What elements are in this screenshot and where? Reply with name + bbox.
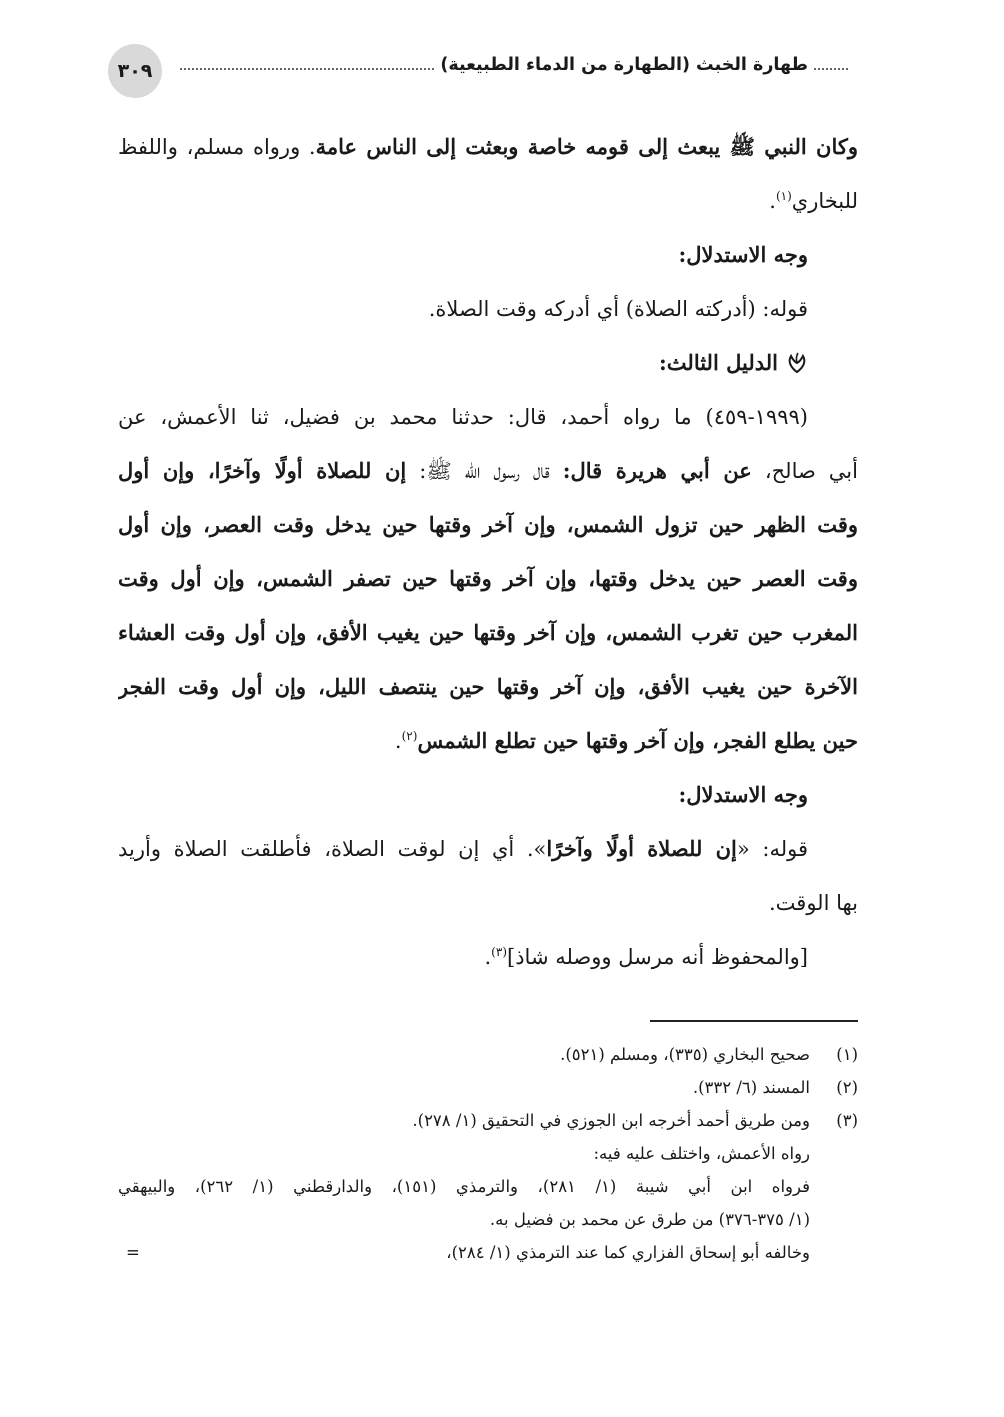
running-title: طهارة الخبث (الطهارة من الدماء الطبيعية)	[440, 55, 808, 75]
text-line	[118, 714, 858, 768]
leader-dots-left	[180, 54, 434, 70]
footnote-ref: (٢)	[401, 729, 418, 743]
text-line: بها الوقت.	[768, 891, 858, 915]
page-number-badge	[108, 44, 162, 98]
section-heading: وجه الاستدلال:	[678, 782, 808, 807]
footnote-continuation: (١/ ٣٧٥-٣٧٦) من طرق عن محمد بن فضيل به.	[489, 1210, 810, 1229]
text-span: .	[484, 945, 492, 969]
leader-dots-right	[814, 54, 848, 70]
footnote-text: المسند (٦/ ٣٣٢).	[692, 1078, 810, 1097]
footnote-item	[118, 1038, 858, 1071]
text-line: (١٩٩٩-٤٥٩) ما رواه أحمد، قال: حدثنا محمد بن فضيل، ثنا الأعمش، عن	[118, 405, 808, 429]
text-line	[118, 444, 858, 498]
text-line: قوله: (أدركته الصلاة) أي أدركه وقت الصلاة.	[428, 297, 808, 321]
footnote-text: ومن طريق أحمد أخرجه ابن الجوزي في التحقيق (١/ ٢٧٨).	[412, 1111, 810, 1130]
text-span: ». أي إن لوقت الصلاة، فأطلقت الصلاة وأريد	[118, 837, 547, 861]
hadith-text: إن للصلاة أولًا وآخرًا، وإن أول	[118, 458, 407, 483]
footnote-continuation: فرواه ابن أبي شيبة (١/ ٢٨١)، والترمذي (١٥١)، والدارقطني (١/ ٢٦٢)، والبيهقي	[118, 1177, 810, 1196]
text-span: قوله: «	[736, 837, 809, 861]
heading-text: الدليل الثالث:	[659, 350, 778, 375]
footnote-ref: (١)	[775, 189, 792, 203]
text-span: . ورواه مسلم، واللفظ	[118, 135, 316, 159]
text-line	[118, 930, 858, 984]
hadith-line: وقت العصر حين يدخل وقتها، وإن آخر وقتها حين تصفر الشمس، وإن أول وقت	[118, 566, 858, 591]
footnote-number: (٣)	[836, 1111, 858, 1130]
footnote-number: (٢)	[836, 1078, 858, 1097]
text-span: قال رسول الله ﷺ:	[406, 459, 563, 483]
running-head	[174, 54, 854, 75]
footnote-continuation: رواه الأعمش، واختلف عليه فيه:	[593, 1144, 810, 1163]
hadith-text: وكان النبي ﷺ يبعث إلى قومه خاصة وبعثت إلى الناس عامة	[315, 134, 858, 159]
footnote-ref: (٣)	[491, 945, 507, 959]
text-span: للبخاري	[791, 189, 858, 213]
main-text	[118, 120, 858, 984]
footnote-text: صحيح البخاري (٣٣٥)، ومسلم (٥٢١).	[560, 1045, 810, 1064]
page-header	[108, 44, 854, 100]
footnote-separator	[650, 1020, 858, 1022]
footnote-continuation-last	[118, 1236, 858, 1269]
continued-mark: =	[126, 1243, 140, 1262]
hadith-text: حين يطلع الفجر، وإن آخر وقتها حين تطلع الشمس	[417, 728, 858, 753]
hadith-line: وقت الظهر حين تزول الشمس، وإن آخر وقتها حين يدخل وقت العصر، وإن أول	[118, 512, 858, 537]
text-span: أبي صالح،	[751, 459, 858, 483]
section-heading-evidence	[118, 336, 858, 390]
footnote-item	[118, 1071, 858, 1104]
text-span: .	[394, 729, 402, 753]
hadith-line: الآخرة حين يغيب الأفق، وإن آخر وقتها حين ينتصف الليل، وإن أول وقت الفجر	[118, 674, 858, 699]
footnote-item	[118, 1104, 858, 1137]
footnotes	[118, 1038, 858, 1269]
text-line	[118, 174, 858, 228]
narrator-text: عن أبي هريرة قال:	[562, 458, 752, 483]
text-span: .	[769, 189, 776, 213]
text-line	[118, 822, 858, 876]
footnote-number: (١)	[836, 1045, 858, 1064]
section-heading: وجه الاستدلال:	[678, 242, 808, 267]
hadith-line: المغرب حين تغرب الشمس، وإن آخر وقتها حين يغيب الأفق، وإن أول وقت العشاء	[118, 620, 858, 645]
text-span: [والمحفوظ أنه مرسل ووصله شاذ]	[507, 945, 808, 969]
text-line	[118, 120, 858, 174]
flower-ornament-icon	[786, 352, 808, 374]
page-number: ٣٠٩	[117, 60, 153, 82]
quoted-hadith: إن للصلاة أولًا وآخرًا	[546, 836, 737, 861]
footnote-text: وخالفه أبو إسحاق الفزاري كما عند الترمذي (١/ ٢٨٤)،	[446, 1243, 810, 1262]
